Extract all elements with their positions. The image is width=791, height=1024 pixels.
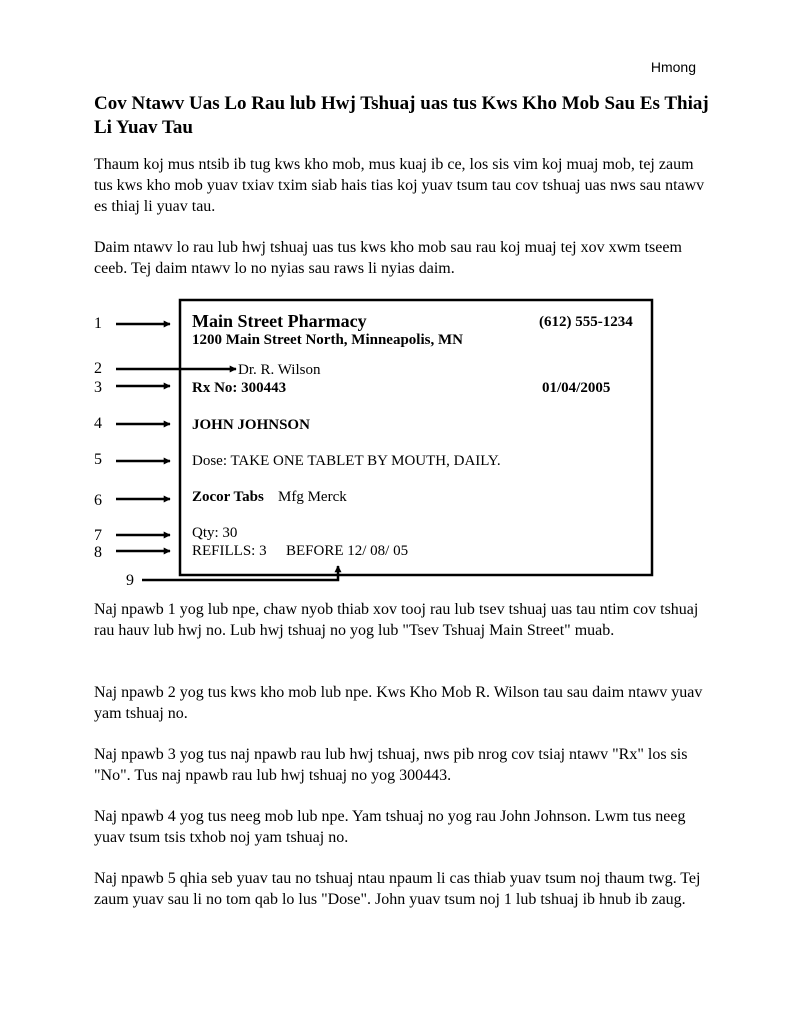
pharmacy-name: Main Street Pharmacy bbox=[192, 311, 367, 331]
language-label: Hmong bbox=[650, 59, 696, 75]
callout-number: 9 bbox=[126, 572, 134, 589]
callout-number: 5 bbox=[94, 451, 102, 468]
dose-instructions: Dose: TAKE ONE TABLET BY MOUTH, DAILY. bbox=[192, 453, 501, 469]
callout-number: 7 bbox=[94, 527, 102, 544]
callout-number: 1 bbox=[94, 315, 102, 332]
refills: REFILLS: 3 bbox=[192, 543, 267, 559]
callout-number: 2 bbox=[94, 360, 102, 377]
pharmacy-address: 1200 Main Street North, Minneapolis, MN bbox=[192, 332, 463, 348]
drug-name: Zocor Tabs bbox=[192, 489, 264, 505]
quantity: Qty: 30 bbox=[192, 525, 238, 541]
callout-number: 4 bbox=[94, 415, 102, 432]
intro-paragraph: Daim ntawv lo rau lub hwj tshuaj uas tus kws kho mob sau rau koj muaj tej xov xwm tseem ceeb. Tej daim ntawv lo no nyias sau raws li nyias daim. bbox=[94, 239, 682, 277]
explanation-paragraph: Naj npawb 3 yog tus naj npawb rau lub hwj tshuaj, nws pib nrog cov tsiaj ntawv "Rx" los sis "No". Tus naj npawb rau lub hwj tshuaj no yog 300443. bbox=[94, 746, 688, 784]
explanation-paragraph: Naj npawb 1 yog lub npe, chaw nyob thiab xov tooj rau lub tsev tshuaj uas tau ntim cov tshuaj rau hauv lub hwj no. Lub hwj tshuaj no yog lub "Tsev Tshuaj Main Street" muab. bbox=[94, 601, 699, 639]
arrow-9 bbox=[142, 566, 338, 580]
callout-number: 6 bbox=[94, 492, 102, 509]
refill-before-date: BEFORE 12/ 08/ 05 bbox=[286, 543, 409, 559]
explanation-paragraph: Naj npawb 5 qhia seb yuav tau no tshuaj ntau npaum li cas thiab yuav tsum noj thaum twg. Tej zaum yuav sau li no tom qab lo lus "Dose". John yuav tsum noj 1 lub tshuaj ib hnub ib zaug. bbox=[94, 870, 701, 908]
page-title: Cov Ntawv Uas Lo Rau lub Hwj Tshuaj uas tus Kws Kho Mob Sau Es Thiaj Li Yuav Tau bbox=[94, 93, 709, 138]
pharmacy-phone: (612) 555-1234 bbox=[539, 314, 633, 330]
callout-number: 8 bbox=[94, 544, 102, 561]
doctor-name: Dr. R. Wilson bbox=[238, 362, 321, 378]
manufacturer: Mfg Merck bbox=[278, 489, 347, 505]
explanation-paragraph: Naj npawb 4 yog tus neeg mob lub npe. Yam tshuaj no yog rau John Johnson. Lwm tus neeg yuav tsum tsis txhob noj yam tshuaj no. bbox=[94, 808, 686, 846]
callout-number: 3 bbox=[94, 379, 102, 396]
rx-number: Rx No: 300443 bbox=[192, 380, 287, 396]
fill-date: 01/04/2005 bbox=[542, 380, 611, 396]
intro-paragraph: Thaum koj mus ntsib ib tug kws kho mob, mus kuaj ib ce, los sis vim koj muaj mob, tej zaum tus kws kho mob yuav txiav txim siab hais tias koj yuav tsum tau cov tshuaj uas nws sau ntawv es thiaj li yuav tau. bbox=[94, 156, 705, 215]
explanation-paragraph: Naj npawb 2 yog tus kws kho mob lub npe. Kws Kho Mob R. Wilson tau sau daim ntawv yuav yam tshuaj no. bbox=[94, 684, 703, 722]
patient-name: JOHN JOHNSON bbox=[192, 417, 310, 433]
